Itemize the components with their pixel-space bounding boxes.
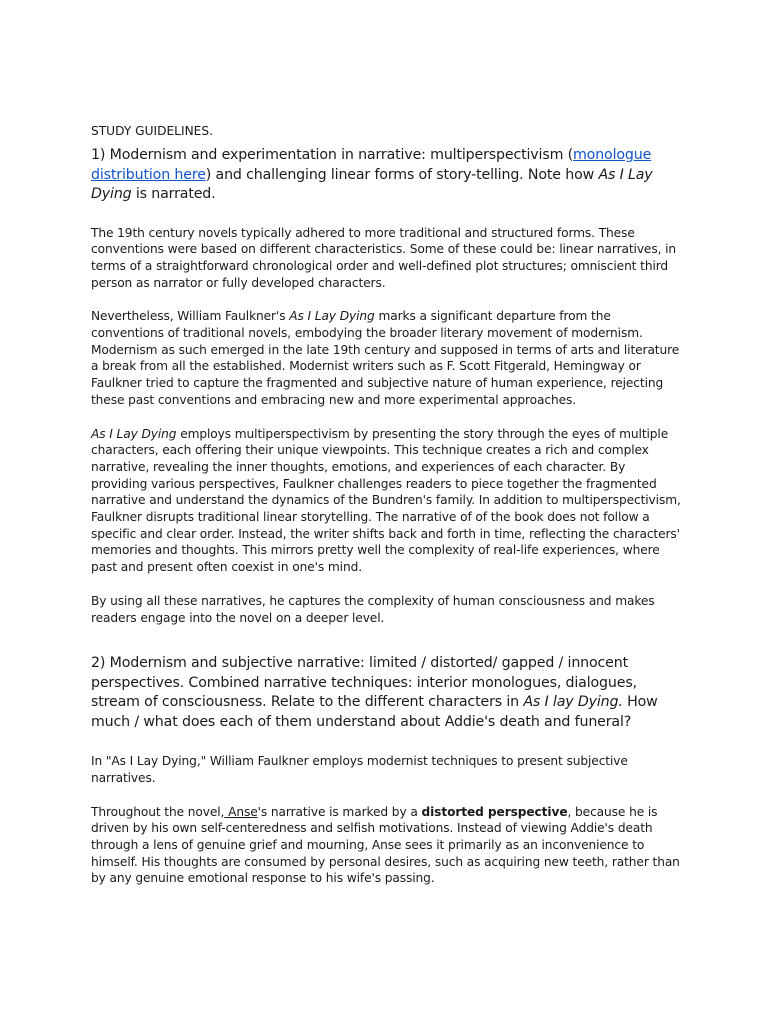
paragraph-3-post: employs multiperspectivism by presenting the story through the eyes of multiple characters, each offering their unique viewpoints. This technique creates a rich and complex narrative, revealing the inner thoughts, emotions, and experiences of each character. By providing various perspectives, Faulkner challenges readers to piece together the fragmented narrative and understand the dynamics of the Bundren's family. In addition to multiperspectivism, Faulkner disrupts traditional linear storytelling. The narrative of of the book does not follow a specific and clear order. Instead, the writer shifts back and forth in time, reflecting the characters' memories and thoughts. This mirrors pretty well the complexity of real-life experiences, where past and present often coexist in one's mind. (91, 426, 681, 575)
monologue-distribution-link[interactable]: monologue distribution here (91, 147, 652, 183)
document-body (91, 122, 681, 904)
document-title: STUDY GUIDELINES. (91, 124, 213, 138)
section-2-paragraph-1: In "As I Lay Dying," William Faulkner employs modernist techniques to present subjective narratives. (91, 754, 628, 785)
section-1-heading-pre: 1) Modernism and experimentation in narrative: multiperspectivism ( (91, 147, 573, 163)
paragraph-2-post: marks a significant departure from the conventions of traditional novels, embodying the broader literary movement of modernism. Modernism as such emerged in the late 19th century and supposed in terms of arts and literature a break from all the established. Modernist writers such as F. Scott Fitgerald, Hemingway or Faulkner tried to capture the fragmented and subjective nature of human experience, rejecting these past conventions and embracing new and more experimental approaches. (91, 309, 680, 407)
book-title-italic: As I Lay Dying (289, 309, 375, 324)
character-name-anse: Anse (224, 804, 258, 819)
book-title-italic: As I Lay Dying (91, 426, 177, 441)
section-2-paragraph-2 (91, 804, 681, 888)
s2-paragraph-2-pre: Throughout the novel, (91, 804, 225, 819)
section-1-heading (91, 146, 681, 205)
s2-paragraph-2-mid: 's narrative is marked by a (257, 804, 422, 819)
section-2-heading-pre: 2) Modernism and subjective narrative: limited / distorted/ gapped / innocent perspectives. Combined narrative techniques: interior monologues, dialogues, stream of consciousness. Relate to the different characters in (91, 655, 637, 711)
book-title-italic: As I Lay Dying (91, 166, 653, 202)
section-1-paragraph-4: By using all these narratives, he captures the complexity of human consciousness and makes readers engage into the novel on a deeper level. (91, 593, 655, 625)
paragraph-2-pre: Nevertheless, William Faulkner's (91, 309, 290, 324)
section-2-heading-post: How much / what does each of them understand about Addie's death and funeral? (91, 694, 658, 730)
section-1-heading-post: is narrated. (131, 186, 216, 202)
section-1-paragraph-2 (91, 308, 681, 408)
distorted-perspective-bold: distorted perspective (421, 804, 568, 819)
section-1-paragraph-1: The 19th century novels typically adhered to more traditional and structured forms. These conventions were based on different characteristics. Some of these could be: linear narratives, in terms of a straightforward chronological order and well-defined plot structures; omniscient third person as narrator or fully developed characters. (91, 225, 677, 290)
section-1-heading-mid: ) and challenging linear forms of story-telling. Note how (205, 166, 599, 183)
section-2-heading (91, 654, 681, 732)
s2-paragraph-2-post: , because he is driven by his own self-centeredness and selfish motivations. Instead of viewing Addie's death through a lens of genuine grief and mourning, Anse sees it primarily as an inconvenience to himself. His thoughts are consumed by personal desires, such as acquiring new teeth, rather than by any genuine emotional response to his wife's passing. (91, 804, 680, 886)
book-title-italic: As I lay Dying. (523, 694, 623, 711)
section-1-paragraph-3 (91, 426, 681, 576)
